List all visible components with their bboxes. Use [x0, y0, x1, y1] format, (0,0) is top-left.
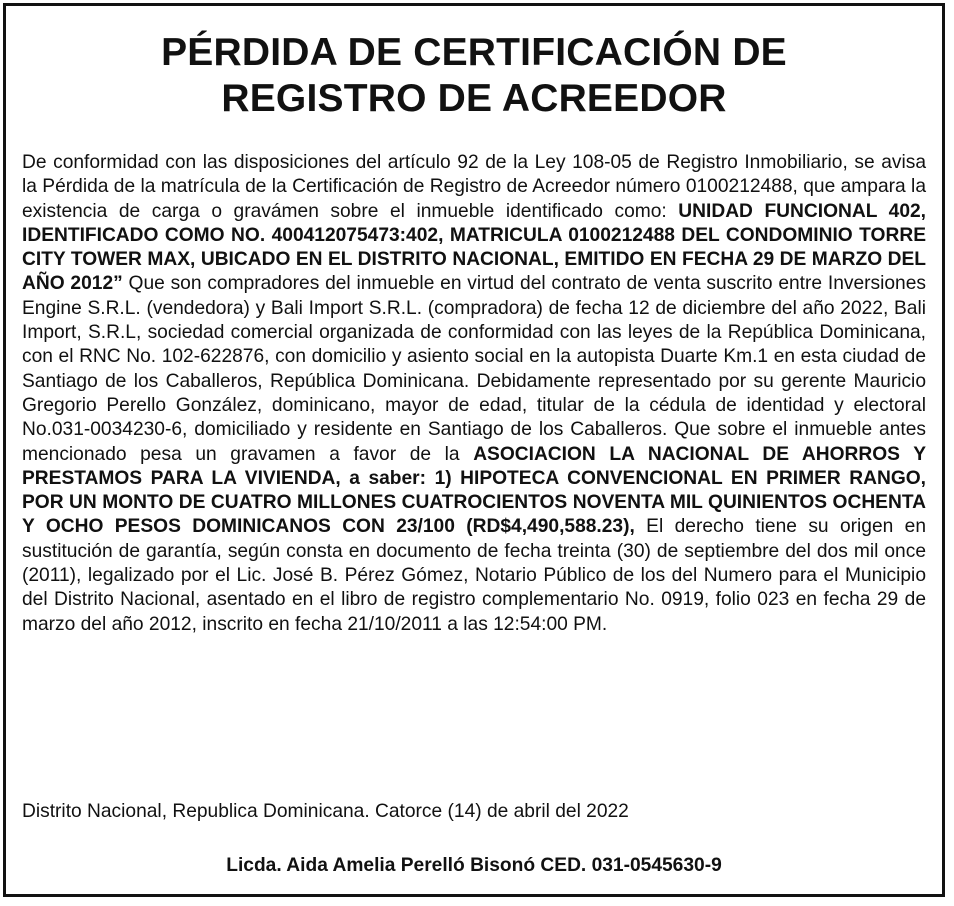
- buyer-details-text: Que son compradores del inmueble en virtud del contrato de venta suscrito entre Inversiones Engine S.R.L. (vendedora) y Bali Import S.R.L. (compradora) de fecha 12 de diciembre del año 2022, Bali Import, S.R.L, sociedad comercial organizada de conformidad con las leyes de la República Dominicana, con el RNC No. 102-622876, con domicilio y asiento social en la autopista Duarte Km.1 en esta ciudad de Santiago de los Caballeros, República Dominicana. Debidamente representado por su gerente Mauricio Gregorio Perello González, dominicano, mayor de edad, titular de la cédula de identidad y electoral No.031-0034230-6, domiciliado y residente en Santiago de los Caballeros. Que sobre el inmueble antes mencionado pesa un gravamen a favor de la: [22, 273, 926, 465]
- property-description: UNIDAD FUNCIONAL 402, IDENTIFICADO COMO NO. 400412075473:402, MATRICULA 0100212488 DEL CONDOMINIO TORRE CITY TOWER MAX, UBICADO EN EL DISTRITO NACIONAL, EMITIDO EN FECHA 29 DE MARZO DEL AÑO 2012”: [22, 200, 926, 295]
- notice-title: [6, 30, 942, 122]
- notice-body: [22, 151, 926, 637]
- signature-line: Licda. Aida Amelia Perelló Bisonó CED. 031-0545630-9: [226, 855, 722, 876]
- legal-notice: [3, 3, 945, 897]
- notice-title-line-2: REGISTRO DE ACREEDOR: [221, 77, 727, 120]
- notice-title-line-1: PÉRDIDA DE CERTIFICACIÓN DE: [161, 31, 787, 74]
- body-intro-text: De conformidad con las disposiciones del artículo 92 de la Ley 108-05 de Registro Inmobiliario, se avisa la Pérdida de la matrícula de la Certificación de Registro de Acreedor número 0100212488, que ampara la existencia de carga o gravámen sobre el inmueble identificado como:: [22, 152, 926, 222]
- place-date-line: Distrito Nacional, Republica Dominicana. Catorce (14) de abril del 2022: [22, 801, 629, 822]
- notice-body-paragraph: [22, 151, 926, 637]
- right-origin-text: El derecho tiene su origen en sustitución de garantía, según consta en documento de fecha treinta (30) de septiembre del dos mil once (2011), legalizado por el Lic. José B. Pérez Gómez, Notario Público de los del Numero para el Municipio del Distrito Nacional, asentado en el libro de registro complementario No. 0919, folio 023 en fecha 29 de marzo del año 2012, inscrito en fecha 21/10/2011 a las 12:54:00 PM.: [22, 516, 927, 635]
- mortgage-description: ASOCIACION LA NACIONAL DE AHORROS Y PRESTAMOS PARA LA VIVIENDA, a saber: 1) HIPOTECA CONVENCIONAL EN PRIMER RANGO, POR UN MONTO DE CUATRO MILLONES CUATROCIENTOS NOVENTA MIL QUINIENTOS OCHENTA Y OCHO PESOS DOMINICANOS CON 23/100 (RD$4,490,588.23),: [22, 443, 926, 538]
